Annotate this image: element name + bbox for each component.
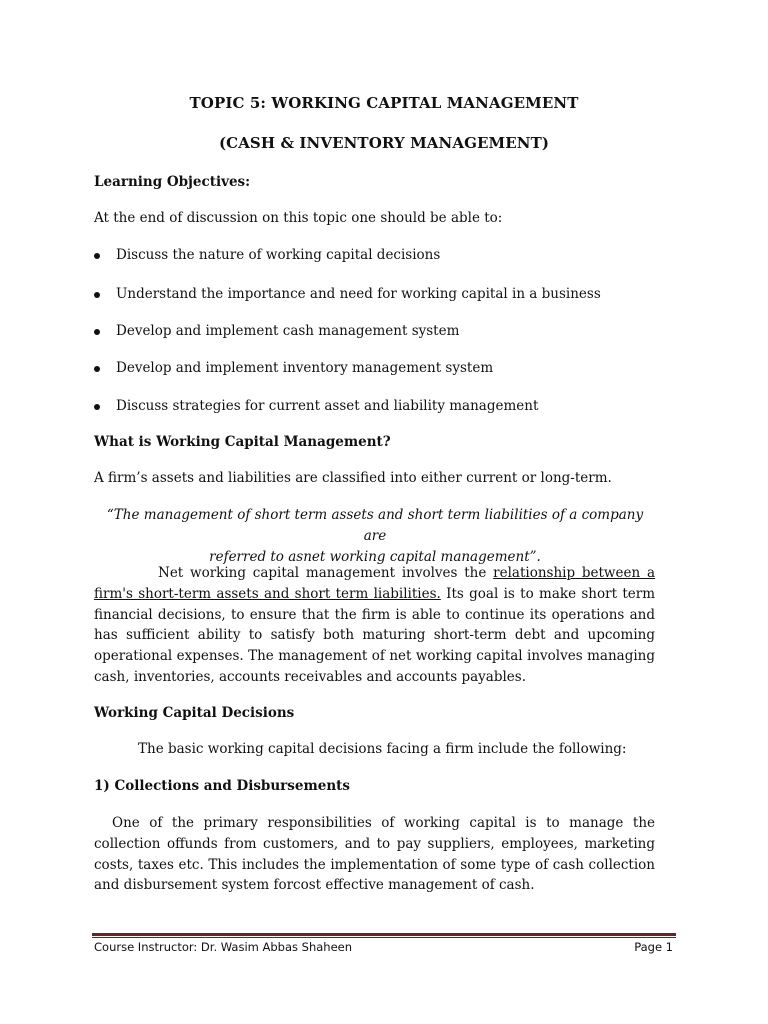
wcm-heading: What is Working Capital Management?: [94, 434, 391, 450]
list-item: Discuss the nature of working capital decisions: [116, 247, 441, 263]
paragraph-text: Its goal is to make short term financial decisions, to ensure that the firm is able to continue its operations and has sufficient ability to satisfy both maturing short-term debt and upcoming operational expenses. The management of net working capital involves managing cash, inventories, accounts receivables and accounts payables.: [94, 585, 655, 685]
footer-rule: [92, 933, 676, 936]
collections-paragraph: [94, 813, 655, 896]
net-working-capital-paragraph: [94, 563, 655, 688]
document-title: TOPIC 5: WORKING CAPITAL MANAGEMENT: [189, 94, 579, 112]
bullet-dot-icon: [94, 329, 100, 335]
document-subtitle: (CASH & INVENTORY MANAGEMENT): [218, 134, 550, 152]
wcd-intro: The basic working capital decisions facing a firm include the following:: [138, 741, 627, 757]
list-item: Develop and implement cash management system: [116, 323, 460, 339]
bullet-dot-icon: [94, 366, 100, 372]
quote-line: “The management of short term assets and short term liabilities of a company are: [106, 507, 644, 544]
quote-line: referred to asnet working capital management”.: [209, 549, 541, 565]
footer-rule: [92, 937, 676, 938]
bullet-dot-icon: [94, 404, 100, 410]
section-heading: 1) Collections and Disbursements: [94, 778, 350, 794]
underlined-text: relationship between a firm's short-term assets and short term liabilities.: [94, 565, 655, 602]
wcm-sentence: A firm’s assets and liabilities are classified into either current or long-term.: [94, 470, 612, 486]
list-item: Understand the importance and need for working capital in a business: [116, 286, 601, 302]
paragraph-text: One of the primary responsibilities of working capital is to manage the collection offunds from customers, and to pay suppliers, employees, marketing costs, taxes etc. This includes the implementation of some type of cash collection and disbursement system forcost effective management of cash.: [94, 815, 655, 894]
paragraph-text: Net working capital management involves the: [158, 565, 494, 581]
wcd-heading: Working Capital Decisions: [94, 705, 295, 721]
footer-instructor: Course Instructor: Dr. Wasim Abbas Shaheen: [94, 940, 353, 954]
definition-quote: [94, 505, 656, 568]
list-item: Develop and implement inventory management system: [116, 360, 494, 376]
list-item: Discuss strategies for current asset and liability management: [116, 398, 539, 414]
bullet-dot-icon: [94, 253, 100, 259]
footer-page-number: Page 1: [634, 940, 673, 954]
objectives-intro: At the end of discussion on this topic one should be able to:: [94, 210, 503, 226]
learning-objectives-heading: Learning Objectives:: [94, 174, 251, 190]
bullet-dot-icon: [94, 292, 100, 298]
